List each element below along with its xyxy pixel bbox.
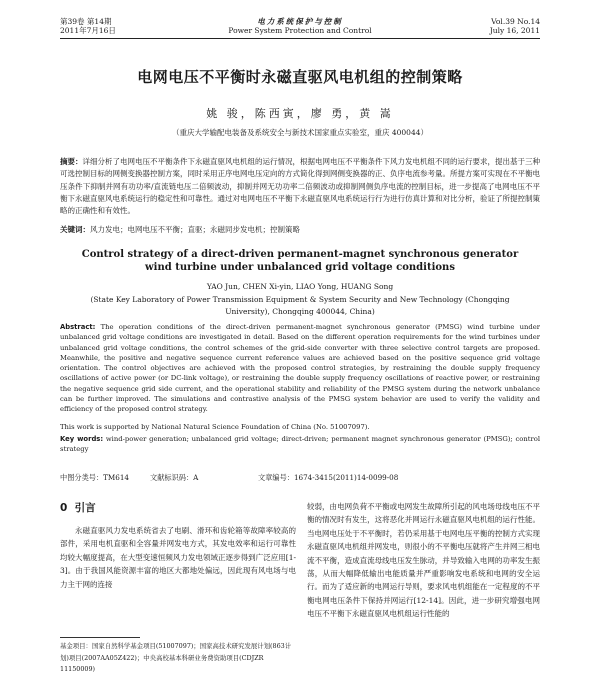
abstract-en <box>60 322 540 415</box>
header-date-cn: 2011年7月16日 <box>60 26 116 35</box>
intro-paragraph-right: 较弱，由电网负荷不平衡或电网发生故障所引起的风电场母线电压不平衡的情况时有发生，这将恶化并网运行永磁直驱风电机组的运行性能。当电网电压处于不平衡时，若仍采用基于电网电压平衡的控制方式实现永磁直驱风电机组并网发电，则很小的不平衡电压就将产生并网三相电流不平衡，造成直流母线电压发生脉动，并导致输入电网的功率发生振荡，从而大幅降低输出电能质量并严重影响发电系统和电网的安全运行。而为了适应新的电网运行导则，要求风电机组能在一定程度的不平衡电网电压条件下保持并网运行[12-14]。因此，进一步研究增强电网电压不平衡下永磁直驱风电机组运行性能的 <box>307 502 540 619</box>
header-journal-en: Power System Protection and Control <box>228 26 372 35</box>
paper-title-cn: 电网电压不平衡时永磁直驱风电机组的控制策略 <box>137 68 463 86</box>
keywords-en-label: Key words: <box>60 435 104 443</box>
header-rule <box>60 38 540 39</box>
keywords-en <box>60 434 540 455</box>
body-column-right <box>307 500 540 621</box>
article-number: 文章编号：1674-3415(2011)14-0099-08 <box>258 473 399 482</box>
header-journal-cn: 电力系统保护与控制 <box>257 17 343 26</box>
abstract-cn-text: 详细分析了电网电压不平衡条件下永磁直驱风电机组的运行情况，根据电网电压不平衡条件下风力发电机组不同的运行要求，提出基于三种可选控制目标的网侧变换器控制方案，同时采用正序电网电压定向的方式简化得到网侧变换器的正、负序电流参考量。所提方案可实现在不平衡电压条件下抑制并网有功功率/直流链电压二倍频波动，抑制并网无功功率二倍频波动或抑制网侧负序电流的控制目标，进一步提高了电网电压不平衡下永磁直驱风电系统运行的稳定性和可靠性。通过对电网电压不平衡下永磁直驱风电系统运行行为进行仿真计算和对比分析，验证了所提控制策略的正确性和有效性。 <box>60 157 540 216</box>
section-heading <box>60 500 296 515</box>
affiliation-en: (State Key Laboratory of Power Transmission Equipment & System Security and New Technology (Chongqing University), Chongqing 400044, China) <box>90 295 510 316</box>
document-code: 文献标识码：A <box>150 473 199 482</box>
keywords-cn-text: 风力发电；电网电压不平衡；直驱；永磁同步发电机；控制策略 <box>90 225 300 234</box>
keywords-cn <box>60 224 540 235</box>
authors-cn: 姚 骏，陈西寅，廖 勇，黄 嵩 <box>206 107 394 120</box>
section-title: 引言 <box>74 502 96 514</box>
intro-paragraph-left: 永磁直驱风力发电系统省去了电刷、滑环和齿轮箱等故障率较高的部件，采用电机直驱和全容量并网发电方式，其发电效率和运行可靠性均较大幅度提高，在大型变速恒频风力发电领域正逐步得到广泛应用[1-3]。由于我国风能资源丰富的地区大都地处偏远，因此现有风电场与电力主干网的连接 <box>60 526 296 589</box>
keywords-en-text: wind-power generation; unbalanced grid voltage; direct-driven; permanent magnet synchronous generator (PMSG); control strategy <box>60 435 540 454</box>
header-volume-cn: 第39卷 第14期 <box>60 17 112 26</box>
paper-title-en: Control strategy of a direct-driven permanent-magnet synchronous generator wind turbine under unbalanced grid voltage conditions <box>81 249 519 273</box>
section-number: 0 <box>60 502 68 514</box>
clc-number: 中图分类号：TM614 <box>60 473 129 482</box>
authors-en: YAO Jun, CHEN Xi-yin, LIAO Yong, HUANG Song <box>206 282 394 291</box>
abstract-en-label: Abstract: <box>60 323 96 331</box>
keywords-cn-label: 关键词： <box>60 225 90 234</box>
header-journal <box>60 17 540 35</box>
header-vol-no: Vol.39 No.14 <box>491 17 540 26</box>
abstract-cn <box>60 156 540 217</box>
footnote-rule <box>60 637 140 638</box>
header-date-en: July 16, 2011 <box>489 26 540 35</box>
funding-en: This work is supported by National Natural Science Foundation of China (No. 51007097). <box>60 423 370 431</box>
abstract-cn-label: 摘要： <box>60 157 83 166</box>
affiliation-cn: （重庆大学输配电装备及系统安全与新技术国家重点实验室，重庆 400044） <box>171 128 428 137</box>
abstract-en-text: The operation conditions of the direct-driven permanent-magnet synchronous generator (PMSG) wind turbine under unbalanced grid voltage conditions are investigated in detail. Based on the different operation requirements for the wind turbines under unbalanced grid voltage conditions, the control schemes of the grid-side converter with three selective control targets are proposed. Meanwhile, the positive and negative sequence current reference values are achieved based on the positive sequence grid voltage orientation. The control objectives are achieved with the proposed control strategies, by restraining the double supply frequency oscillations of active power (or DC-link voltage), or restraining the double supply frequency oscillations of reactive power, or restraining the negative sequence grid side current, and the operational stability and reliability of the PMSG system during the network unbalance can be further improved. The simulations and contrastive analysis of the PMSG system behavior are used to verify the validity and efficiency of the proposed control strategy. <box>60 323 540 414</box>
body-column-left <box>60 500 296 591</box>
header-volume-en <box>490 17 540 35</box>
funding-footnote: 基金项目：国家自然科学基金项目(51007097)；国家高技术研究发展计划(863计划)项目(2007AA05Z422)；中央高校基本科研业务费资助项目(CDJZR 11150009) <box>60 642 292 673</box>
